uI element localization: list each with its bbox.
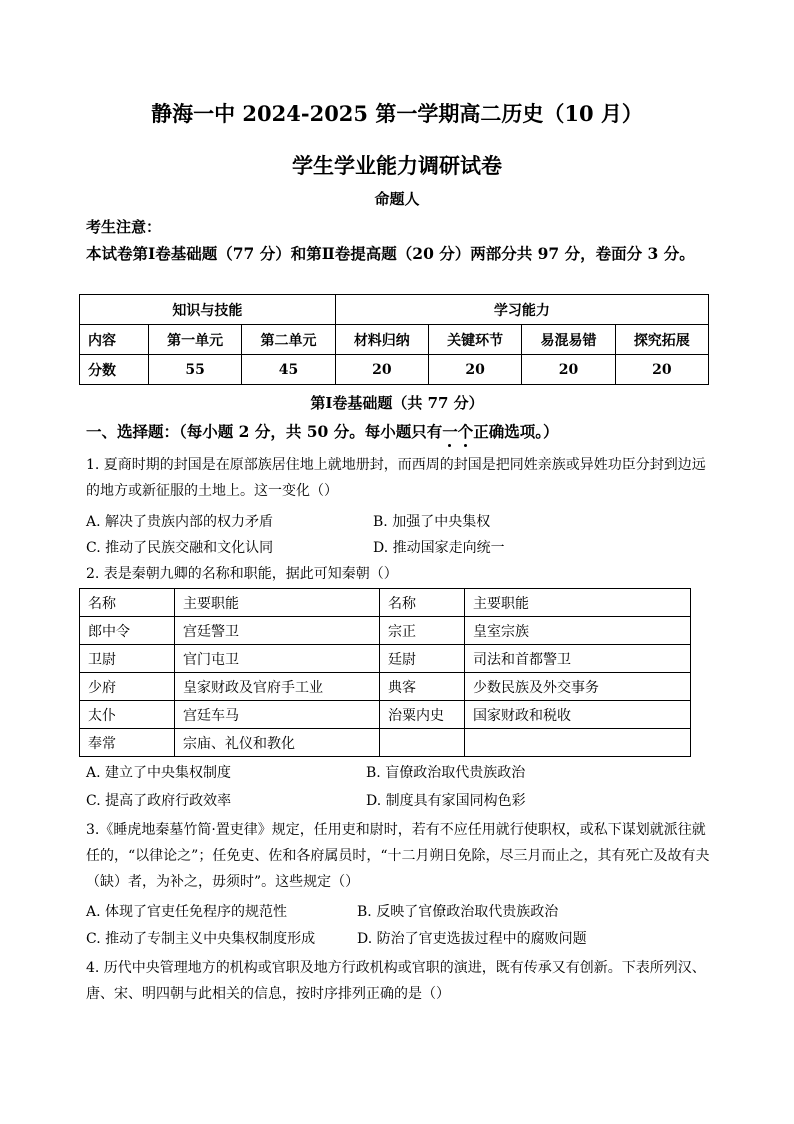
score-cell: 55 [149,355,242,385]
question-2-option-c: C. 提高了政府行政效率 [86,793,232,809]
table-header-cell: 名称 [80,589,175,617]
table-header-row [80,589,691,617]
table-header-cell: 主要职能 [465,589,691,617]
table-cell: 官门屯卫 [175,645,380,673]
exam-title: 静海一中 2024-2025 第一学期高二历史（10 月） [151,101,643,126]
emphasis-dot-char: 一 [442,422,458,441]
table-cell: 奉常 [80,729,175,757]
table-cell: 典客 [380,673,465,701]
table-cell: 国家财政和税收 [465,701,691,729]
score-cell: 20 [615,355,708,385]
table-row [80,729,691,757]
table-header-cell: 名称 [380,589,465,617]
table-cell: 太仆 [80,701,175,729]
question-1-option-a: A. 解决了贵族内部的权力矛盾 [86,514,274,530]
column-header: 第二单元 [242,325,335,355]
notice-label: 考生注意： [86,218,162,236]
author-label: 命题人 [374,190,420,208]
column-header: 关键环节 [428,325,521,355]
question-1-option-d: D. 推动国家走向统一 [373,540,505,556]
table-row [80,701,691,729]
question-1-option-c: C. 推动了民族交融和文化认同 [86,540,274,556]
table-cell: 皇家财政及官府手工业 [175,673,380,701]
question-2-option-a: A. 建立了中央集权制度 [86,765,232,781]
question-1-stem: 1. 夏商时期的封国是在原部族居住地上就地册封，而西周的封国是把同姓亲族或异姓功臣分封到边远的地方或新征服的土地上。这一变化（） [86,457,706,499]
table-cell: 宫廷车马 [175,701,380,729]
group-knowledge: 知识与技能 [80,295,336,325]
table-cell: 少府 [80,673,175,701]
table-row [80,673,691,701]
score-table-content-row [80,325,709,355]
score-table-group-row [80,295,709,325]
part-heading-suffix: 正确选项。） [473,422,559,441]
table-cell: 司法和首都警卫 [465,645,691,673]
score-cell: 20 [428,355,521,385]
table-cell: 治粟内史 [380,701,465,729]
question-2-option-b: B. 盲僚政治取代贵族政治 [366,765,526,781]
column-header: 第一单元 [149,325,242,355]
question-1-option-b: B. 加强了中央集权 [373,514,491,530]
section-title: 第Ⅰ卷基础题（共 77 分） [310,394,484,412]
column-header: 易混易错 [522,325,615,355]
emphasis-dot-char: 个 [457,422,474,441]
question-2-table [79,588,691,757]
question-3-option-b: B. 反映了官僚政治取代贵族政治 [357,904,559,920]
row-label-score: 分数 [80,355,149,385]
question-4-stem: 4. 历代中央管理地方的机构或官职及地方行政机构或官职的演进，既有传承又有创新。下表所列汉、唐、宋、明四朝与此相关的信息，按时序排列正确的是（） [86,960,706,1002]
question-3-option-c: C. 推动了专制主义中央集权制度形成 [86,931,316,947]
part-heading [86,420,559,442]
table-cell: 少数民族及外交事务 [465,673,691,701]
column-header: 探究拓展 [615,325,708,355]
table-cell: 宗庙、礼仪和教化 [175,729,380,757]
table-cell: 宗正 [380,617,465,645]
table-cell: 郎中令 [80,617,175,645]
exam-subtitle: 学生学业能力调研试卷 [292,153,502,178]
table-cell [465,729,691,757]
question-3-option-a: A. 体现了官吏任免程序的规范性 [86,904,288,920]
table-header-cell: 主要职能 [175,589,380,617]
table-cell: 廷尉 [380,645,465,673]
score-cell: 45 [242,355,335,385]
score-table-score-row [80,355,709,385]
column-header: 材料归纳 [335,325,428,355]
score-cell: 20 [335,355,428,385]
table-cell: 宫廷警卫 [175,617,380,645]
table-row [80,645,691,673]
table-cell: 卫尉 [80,645,175,673]
score-table [79,294,709,385]
row-label-content: 内容 [80,325,149,355]
question-3-stem: 3.《睡虎地秦墓竹简·置吏律》规定，任用吏和尉时，若有不应任用就行使职权，或私下谋划就派往就任的，“以律论之”；任免吏、佐和各府属员时，“十二月朔日免除，尽三月而止之，其有死亡及故有夬（缺）者，为补之，毋须时”。这些规定（） [86,822,710,890]
question-3-option-d: D. 防治了官吏选拔过程中的腐败问题 [357,931,587,947]
question-2-option-d: D. 制度具有家国同构色彩 [366,793,526,809]
notice-text: 本试卷第Ⅰ卷基础题（77 分）和第Ⅱ卷提高题（20 分）两部分共 97 分，卷面分 3 分。 [86,244,695,263]
table-cell: 皇室宗族 [465,617,691,645]
score-cell: 20 [522,355,615,385]
table-row [80,617,691,645]
part-heading-prefix: 一、选择题：（每小题 2 分，共 50 分。每小题只有 [86,422,443,441]
table-cell [380,729,465,757]
question-2-stem: 2. 表是秦朝九卿的名称和职能，据此可知秦朝（） [86,566,398,582]
group-ability: 学习能力 [335,295,708,325]
